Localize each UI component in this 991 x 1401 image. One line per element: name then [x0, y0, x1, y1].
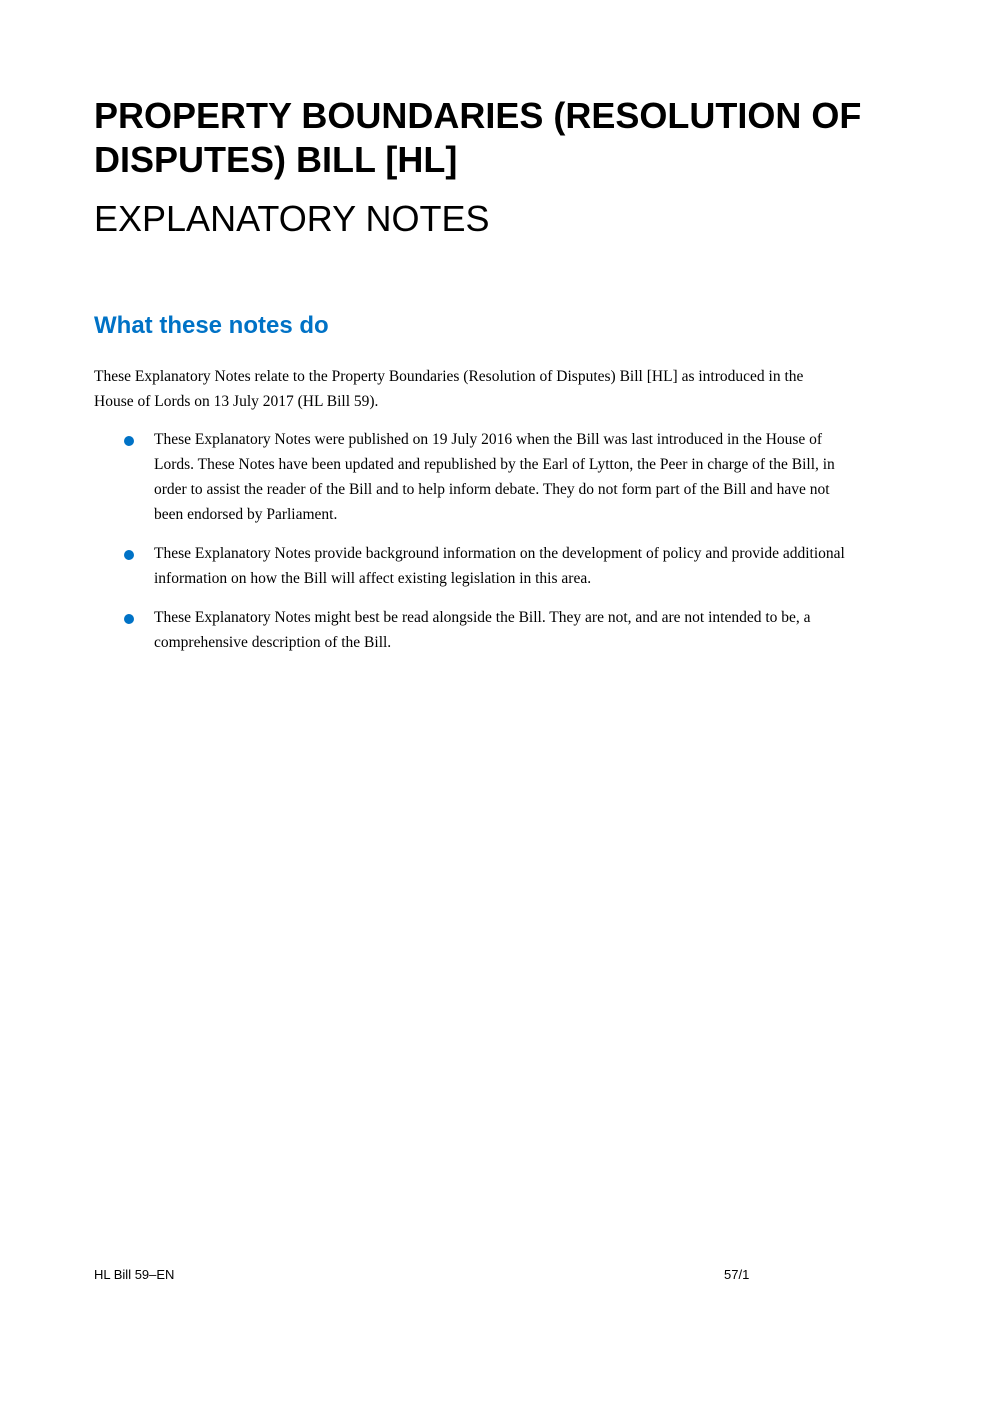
footer-bill-reference: HL Bill 59–EN — [94, 1267, 175, 1282]
intro-paragraph: These Explanatory Notes relate to the Property Boundaries (Resolution of Disputes) Bill [HL] as introduced in the House of Lords on 13 July 2017 (HL Bill 59). — [94, 368, 804, 410]
document-title: PROPERTY BOUNDARIES (RESOLUTION OF DISPUTES) BILL [HL] — [94, 95, 862, 180]
footer-page-code: 57/1 — [724, 1267, 750, 1282]
bullet-text: These Explanatory Notes might best be read alongside the Bill. They are not, and are not intended to be, a comprehensive description of the Bill. — [154, 609, 811, 651]
bullet-list — [94, 427, 874, 669]
section-heading: What these notes do — [94, 312, 329, 339]
bullet-text: These Explanatory Notes provide background information on the development of policy and provide additional information on how the Bill will affect existing legislation in this area. — [154, 545, 845, 587]
bullet-dot-icon — [124, 436, 134, 446]
document-subtitle: EXPLANATORY NOTES — [94, 198, 490, 239]
bullet-text: These Explanatory Notes were published on 19 July 2016 when the Bill was last introduced in the House of Lords. These Notes have been updated and republished by the Earl of Lytton, the Peer in charge of the Bill, in order to assist the reader of the Bill and to help inform debate. They do not form part of the Bill and have not been endorsed by Parliament. — [154, 431, 835, 523]
bullet-dot-icon — [124, 550, 134, 560]
bullet-item — [94, 541, 859, 591]
bullet-dot-icon — [124, 614, 134, 624]
bullet-item — [94, 605, 859, 655]
bullet-item — [94, 427, 859, 527]
